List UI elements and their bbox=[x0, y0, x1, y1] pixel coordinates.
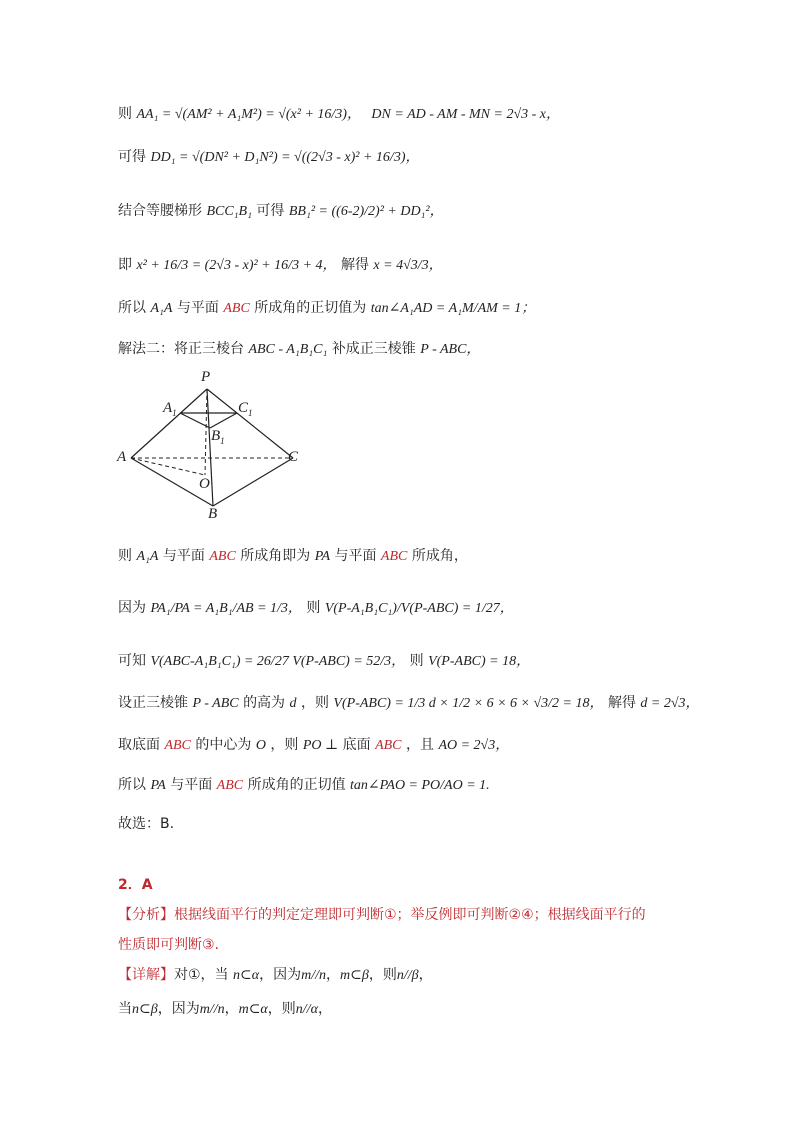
label-p: P bbox=[201, 369, 211, 385]
text-end: ， bbox=[418, 967, 433, 983]
text-mid: 补成正三棱锥 bbox=[331, 341, 416, 357]
text-mid: 所成角的正切值 bbox=[247, 777, 346, 793]
text-mid: ，因为 bbox=[259, 967, 302, 983]
text-prefix: 则 bbox=[118, 106, 132, 122]
plane-abc: ABC bbox=[223, 301, 250, 316]
text-mid: ，且 bbox=[405, 737, 434, 753]
formula-volume-ratio: V(P-A₁B₁C₁)/V(P-ABC) = 1/27， bbox=[324, 601, 514, 616]
plane-abc: ABC bbox=[375, 738, 402, 753]
formula-pa: PA bbox=[150, 778, 166, 793]
label-a1-sub: 1 bbox=[172, 408, 177, 418]
formula-frustum: ABC - A₁B₁C₁ bbox=[248, 342, 328, 357]
text-mid: 的高为 bbox=[243, 695, 286, 711]
sol2-answer: 故选：B. bbox=[118, 816, 175, 832]
label-a1 bbox=[163, 400, 177, 418]
label-a: A bbox=[117, 449, 127, 465]
formula-po-perp: PO ⊥ bbox=[302, 738, 339, 753]
q2-detail-line-1 bbox=[118, 964, 433, 984]
sol2-title bbox=[118, 338, 480, 358]
text-prefix: 可得 bbox=[118, 149, 146, 165]
sol2-line-6 bbox=[118, 774, 490, 794]
plane-abc: ABC bbox=[216, 778, 244, 793]
label-o: O bbox=[199, 476, 210, 492]
sol1-line-4 bbox=[118, 254, 443, 274]
sol1-line-1 bbox=[118, 103, 560, 123]
text-mid: 底面 bbox=[342, 737, 371, 753]
text-mid: 解得 bbox=[340, 257, 369, 273]
label-b1-sub: 1 bbox=[220, 436, 225, 446]
formula-equation: x² + 16/3 = (2√3 - x)² + 16/3 + 4， bbox=[136, 258, 337, 273]
formula-n-in-alpha: n⊂α bbox=[233, 968, 260, 983]
formula-a1a: A₁A bbox=[150, 301, 173, 316]
formula-aa1: AA₁ = √(AM² + A₁M²) = √(x² + 16/3)， bbox=[136, 107, 361, 122]
text-prefix: 所以 bbox=[118, 777, 146, 793]
text-mid: 则 bbox=[409, 653, 424, 669]
text-mid: 则 bbox=[306, 600, 321, 616]
formula-dd1: DD₁ = √(DN² + D₁N²) = √((2√3 - x)² + 16/3)， bbox=[150, 150, 420, 165]
plane-abc: ABC bbox=[164, 738, 191, 753]
text-prefix: 对①，当 bbox=[174, 967, 229, 983]
label-c1-sub: 1 bbox=[248, 408, 253, 418]
formula-x: x = 4√3/3， bbox=[373, 258, 443, 273]
formula-tan-pao: tan∠PAO = PO/AO = 1. bbox=[350, 778, 490, 793]
formula-d-value: d = 2√3， bbox=[640, 696, 700, 711]
text-mid: ，则 bbox=[267, 1001, 296, 1017]
text-mid: ，则 bbox=[300, 695, 329, 711]
formula-m-parallel-n: m//n bbox=[199, 1002, 225, 1017]
formula-ao: AO = 2√3， bbox=[438, 738, 510, 753]
label-c1-letter: C bbox=[238, 400, 249, 416]
formula-n-parallel-alpha: n//α bbox=[295, 1002, 318, 1017]
text-prefix: 则 bbox=[118, 548, 132, 564]
formula-m-parallel-n: m//n bbox=[301, 968, 326, 983]
formula-n-parallel-beta: n//β bbox=[396, 968, 419, 983]
sol1-line-3 bbox=[118, 200, 444, 220]
text-mid: 可得 bbox=[256, 203, 285, 219]
text-prefix: 当 bbox=[118, 1001, 132, 1017]
sol2-line-1 bbox=[118, 545, 468, 565]
formula-tan: tan∠A₁AD = A₁M/AM = 1； bbox=[370, 301, 536, 316]
text-mid: ， bbox=[224, 1001, 239, 1017]
label-b1-letter: B bbox=[211, 428, 221, 444]
sol1-line-5 bbox=[118, 297, 535, 317]
text-mid: ，则 bbox=[270, 737, 299, 753]
text-mid: 与平面 bbox=[176, 300, 219, 316]
sol2-line-2 bbox=[118, 597, 514, 617]
text-end: ， bbox=[317, 1001, 332, 1017]
q2-analysis-line-2: 性质即可判断③. bbox=[118, 937, 220, 953]
label-b1 bbox=[211, 428, 225, 446]
text-prefix: 设正三棱锥 bbox=[118, 695, 188, 711]
pyramid-diagram bbox=[115, 372, 315, 524]
text-mid: 与平面 bbox=[334, 548, 377, 564]
sol2-line-3 bbox=[118, 650, 530, 670]
label-c: C bbox=[288, 449, 299, 465]
text-prefix: 所以 bbox=[118, 300, 146, 316]
q2-detail-line-2 bbox=[118, 998, 332, 1018]
pyramid-figure bbox=[115, 369, 315, 524]
text-mid: ，因为 bbox=[157, 1001, 200, 1017]
formula-d: d bbox=[289, 696, 297, 711]
formula-o: O bbox=[255, 738, 266, 753]
text-mid: 解得 bbox=[607, 695, 636, 711]
text-mid: 的中心为 bbox=[195, 737, 252, 753]
text-mid: 与平面 bbox=[170, 777, 213, 793]
label-b: B bbox=[208, 506, 218, 522]
formula-pyramid: P - ABC， bbox=[420, 342, 481, 357]
text-mid: 与平面 bbox=[162, 548, 205, 564]
formula-dn: DN = AD - AM - MN = 2√3 - x， bbox=[371, 107, 561, 122]
plane-abc: ABC bbox=[380, 549, 408, 564]
formula-m-in-beta: m⊂β bbox=[340, 968, 369, 983]
formula-volume-calc: V(P-ABC) = 1/3 d × 1/2 × 6 × 6 × √3/2 = 18， bbox=[333, 696, 604, 711]
q2-head: 2．A bbox=[118, 877, 153, 893]
text-prefix: 解法二：将正三棱台 bbox=[118, 341, 244, 357]
formula-frustum-volume: V(ABC-A₁B₁C₁) = 26/27 V(P-ABC) = 52/3， bbox=[150, 654, 406, 669]
label-c1 bbox=[238, 400, 253, 418]
text-prefix: 取底面 bbox=[118, 737, 160, 753]
label-a1-letter: A bbox=[163, 400, 173, 416]
text-mid: 所成角的正切值为 bbox=[254, 300, 367, 316]
formula-ratio: PA₁/PA = A₁B₁/AB = 1/3， bbox=[150, 601, 302, 616]
sol1-line-2 bbox=[118, 146, 419, 166]
q2-analysis-line-1 bbox=[118, 904, 646, 924]
text-prefix: 即 bbox=[118, 257, 132, 273]
analysis-text: 根据线面平行的判定定理即可判断①；举反例即可判断②④；根据线面平行的 bbox=[174, 907, 646, 923]
text-mid: ， bbox=[326, 967, 340, 983]
formula-a1a: A₁A bbox=[136, 549, 159, 564]
formula-bb1: BB₁² = ((6-2)/2)² + DD₁²， bbox=[288, 204, 444, 219]
text-prefix: 可知 bbox=[118, 653, 146, 669]
formula-pyramid: P - ABC bbox=[192, 696, 239, 711]
formula-pyramid-volume: V(P-ABC) = 18， bbox=[428, 654, 531, 669]
text-mid: 所成角即为 bbox=[240, 548, 311, 564]
detail-tag: 【详解】 bbox=[118, 967, 174, 983]
plane-abc: ABC bbox=[209, 549, 236, 564]
sol2-line-4 bbox=[118, 692, 700, 712]
sol2-line-5 bbox=[118, 734, 509, 754]
formula-pa: PA bbox=[314, 549, 331, 564]
text-prefix: 结合等腰梯形 bbox=[118, 203, 202, 219]
analysis-tag: 【分析】 bbox=[118, 907, 174, 923]
formula-n-in-beta: n⊂β bbox=[132, 1002, 158, 1017]
text-prefix: 因为 bbox=[118, 600, 146, 616]
text-mid: ，则 bbox=[368, 967, 397, 983]
text-end: 所成角， bbox=[411, 548, 468, 564]
formula-m-in-alpha: m⊂α bbox=[238, 1002, 268, 1017]
formula-trapezoid: BCC₁B₁ bbox=[206, 204, 252, 219]
